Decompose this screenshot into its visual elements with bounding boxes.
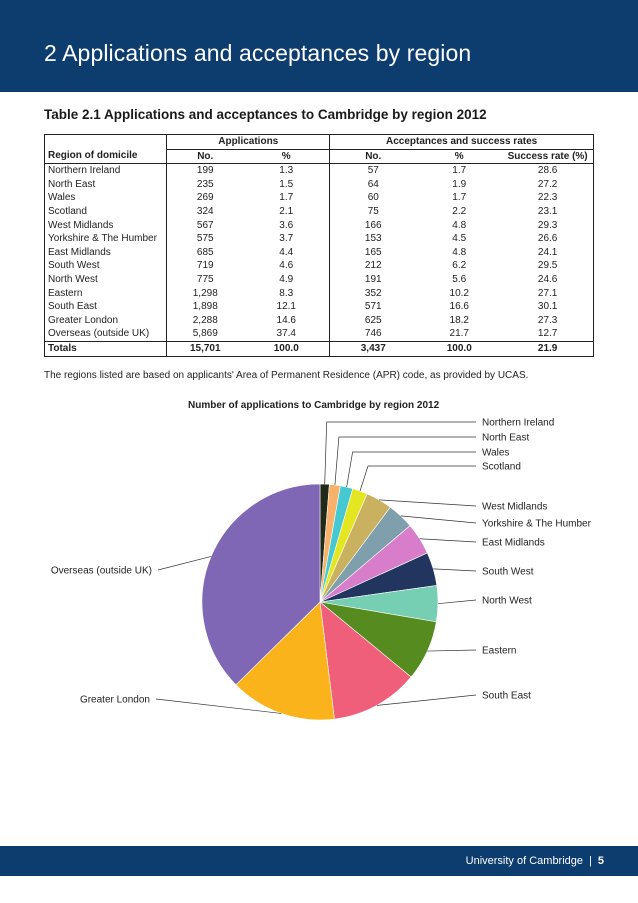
column-header-1: No. — [167, 149, 244, 164]
column-header-2: % — [243, 149, 330, 164]
region-name-cell: Eastern — [48, 287, 83, 299]
value-cell: 57 — [330, 164, 417, 178]
slice-label-2: Wales — [482, 447, 510, 459]
value-cell: 22.3 — [537, 192, 558, 204]
value-cell: 1.3 — [279, 165, 294, 177]
section-title: 2 Applications and acceptances by region — [44, 40, 472, 66]
value-cell: 24.6 — [537, 273, 558, 285]
leader-line-7 — [433, 569, 476, 571]
region-name-cell: Greater London — [48, 314, 119, 326]
value-cell: 100.0 — [243, 341, 330, 356]
value-cell: 60 — [330, 191, 417, 205]
value-cell: 4.8 — [452, 246, 467, 258]
value-cell: 6.2 — [452, 260, 467, 272]
value-cell: 4.8 — [452, 219, 467, 231]
region-name-cell: Scotland — [48, 205, 87, 217]
group-acceptances: Acceptances and success rates — [330, 135, 594, 150]
value-cell: 2.1 — [279, 205, 294, 217]
value-cell: 21.9 — [502, 341, 593, 356]
value-cell: 27.3 — [537, 314, 558, 326]
value-cell: 199 — [167, 164, 244, 178]
value-cell: 269 — [167, 191, 244, 205]
value-cell: 24.1 — [537, 246, 558, 258]
value-cell: 1.7 — [452, 192, 467, 204]
value-cell: 10.2 — [449, 287, 469, 299]
region-name-cell: West Midlands — [48, 219, 114, 231]
footnote: The regions listed are based on applicants' Area of Permanent Residence (APR) code, as provided by UCAS. — [44, 370, 529, 381]
chart-title: Number of applications to Cambridge by region 2012 — [188, 400, 440, 411]
leader-line-1 — [335, 437, 476, 485]
value-cell: 5.6 — [452, 273, 467, 285]
region-name-cell: North West — [48, 273, 98, 285]
slice-label-4: West Midlands — [482, 501, 548, 513]
value-cell: 685 — [167, 246, 244, 260]
slice-label-11: Greater London — [79, 694, 150, 706]
value-cell: 26.6 — [537, 233, 558, 245]
value-cell: 29.3 — [537, 219, 558, 231]
page-number: 5 — [597, 855, 604, 867]
value-cell: 1.7 — [279, 192, 294, 204]
leader-line-12 — [158, 556, 211, 570]
slice-label-5: Yorkshire & The Humber — [482, 518, 591, 530]
leader-line-5 — [401, 516, 476, 523]
value-cell: 2,288 — [167, 314, 244, 328]
value-cell: 2.2 — [452, 205, 467, 217]
value-cell: 37.4 — [276, 328, 296, 340]
region-name-cell: Totals — [45, 341, 167, 356]
value-cell: 571 — [330, 300, 417, 314]
footer-text — [466, 855, 604, 867]
value-cell: 15,701 — [167, 341, 244, 356]
value-cell: 165 — [330, 246, 417, 260]
value-cell: 23.1 — [537, 205, 558, 217]
value-cell: 4.9 — [279, 273, 294, 285]
value-cell: 352 — [330, 287, 417, 301]
footer-org: University of Cambridge — [465, 855, 584, 867]
value-cell: 1.5 — [279, 178, 294, 190]
slice-label-12: Overseas (outside UK) — [50, 565, 152, 577]
leader-line-0 — [325, 422, 476, 484]
value-cell: 12.7 — [537, 328, 558, 340]
page-footer-bar — [0, 846, 638, 876]
slice-label-9: Eastern — [482, 645, 517, 657]
column-header-3: No. — [330, 149, 417, 164]
value-cell: 1.7 — [452, 165, 467, 177]
value-cell: 27.2 — [537, 178, 558, 190]
leader-line-2 — [347, 452, 476, 487]
value-cell: 8.3 — [279, 287, 294, 299]
region-name-cell: Overseas (outside UK) — [48, 328, 150, 340]
slice-label-1: North East — [482, 432, 530, 444]
value-cell: 191 — [330, 273, 417, 287]
region-name-cell: South West — [48, 260, 100, 272]
value-cell: 27.1 — [537, 287, 558, 299]
region-name-cell: North East — [48, 178, 96, 190]
region-name-cell: South East — [48, 301, 97, 313]
value-cell: 4.6 — [279, 260, 294, 272]
value-cell: 575 — [167, 232, 244, 246]
column-header-0: Region of domicile — [45, 149, 167, 164]
slice-label-8: North West — [482, 595, 532, 607]
table-title: Table 2.1 Applications and acceptances to Cambridge by region 2012 — [44, 107, 487, 122]
value-cell: 16.6 — [449, 301, 469, 313]
value-cell: 28.6 — [537, 165, 558, 177]
slice-label-6: East Midlands — [482, 537, 545, 549]
value-cell: 12.1 — [276, 301, 296, 313]
value-cell: 100.0 — [416, 341, 502, 356]
footer-separator: | — [589, 855, 592, 867]
column-header-4: % — [416, 149, 502, 164]
leader-line-3 — [360, 466, 476, 491]
group-applications: Applications — [167, 135, 330, 150]
value-cell: 3.7 — [279, 233, 294, 245]
slice-label-10: South East — [482, 690, 531, 702]
value-cell: 64 — [330, 178, 417, 192]
value-cell: 166 — [330, 219, 417, 233]
region-name-cell: East Midlands — [48, 246, 111, 258]
leader-line-6 — [420, 539, 476, 542]
value-cell: 3,437 — [330, 341, 417, 356]
value-cell: 567 — [167, 219, 244, 233]
value-cell: 4.4 — [279, 246, 294, 258]
value-cell: 775 — [167, 273, 244, 287]
value-cell: 719 — [167, 259, 244, 273]
value-cell: 29.5 — [537, 260, 558, 272]
value-cell: 4.5 — [452, 233, 467, 245]
value-cell: 14.6 — [276, 314, 296, 326]
value-cell: 30.1 — [537, 301, 558, 313]
leader-line-8 — [438, 600, 476, 604]
slice-label-7: South West — [482, 566, 534, 578]
leader-line-4 — [379, 500, 476, 506]
region-name-cell: Wales — [48, 192, 76, 204]
leader-line-9 — [427, 650, 476, 651]
slice-label-3: Scotland — [482, 461, 521, 473]
region-name-cell: Northern Ireland — [48, 165, 121, 177]
value-cell: 1.9 — [452, 178, 467, 190]
leader-line-10 — [377, 695, 476, 705]
value-cell: 625 — [330, 314, 417, 328]
value-cell: 1,298 — [167, 287, 244, 301]
value-cell: 235 — [167, 178, 244, 192]
value-cell: 153 — [330, 232, 417, 246]
value-cell: 21.7 — [449, 328, 469, 340]
value-cell: 212 — [330, 259, 417, 273]
value-cell: 5,869 — [167, 327, 244, 341]
value-cell: 324 — [167, 205, 244, 219]
value-cell: 75 — [330, 205, 417, 219]
value-cell: 746 — [330, 327, 417, 341]
slice-label-0: Northern Ireland — [482, 417, 555, 429]
region-name-cell: Yorkshire & The Humber — [48, 233, 157, 245]
column-header-5: Success rate (%) — [502, 149, 593, 164]
value-cell: 18.2 — [449, 314, 469, 326]
value-cell: 1,898 — [167, 300, 244, 314]
value-cell: 3.6 — [279, 219, 294, 231]
